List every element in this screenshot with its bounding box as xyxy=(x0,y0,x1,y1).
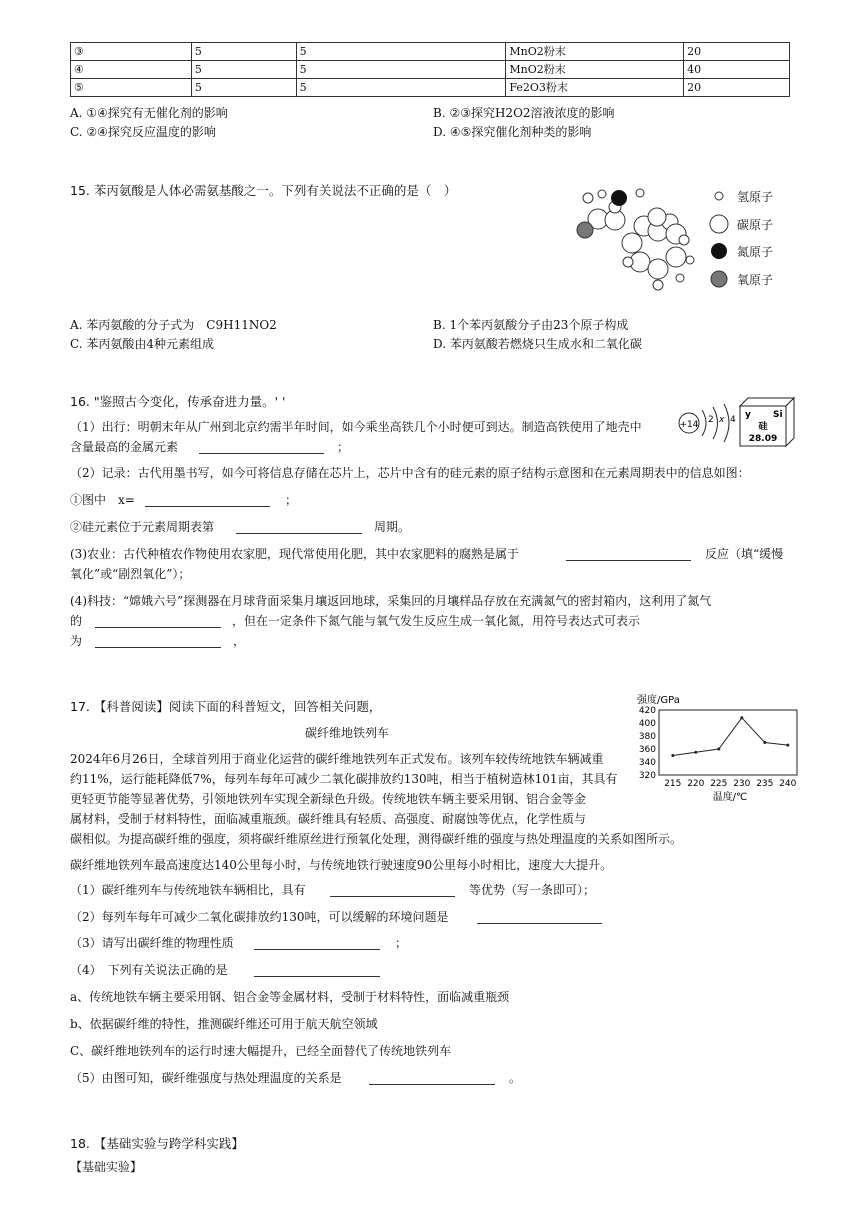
table-cell: 20 xyxy=(684,43,790,61)
table-cell: ④ xyxy=(71,61,192,79)
q17-answer-blank-3[interactable] xyxy=(254,948,380,950)
table-cell: 5 xyxy=(296,79,506,97)
chart-ytick-label: 380 xyxy=(638,732,656,742)
shell-1-count: 2 xyxy=(708,415,714,425)
q16-p1a: （1）出行：明朝末年从广州到北京约需半年时间，如今乘坐高铁几个小时便可到达。制造高铁使用了地壳中 xyxy=(70,420,642,434)
punct-comma: ， xyxy=(233,634,246,648)
q18-subtitle: 【基础实验】 xyxy=(70,1160,143,1174)
chart-data-point xyxy=(786,744,789,747)
q16-p4b: 的 xyxy=(70,614,83,628)
chart-xtick-label: 215 xyxy=(664,779,682,789)
q16-answer-blank-oxidation[interactable] xyxy=(566,559,691,561)
carbon-atom-icon xyxy=(710,215,728,233)
punct-semicolon: ； xyxy=(337,440,350,454)
q17-para2: 碳纤维地铁列车最高速度达140公里每小时，与传统地铁行驶速度90公里每小时相比，速度大大提升。 xyxy=(70,858,613,872)
table-row xyxy=(71,79,790,97)
q17-option-c[interactable]: C、碳纤维地铁列车的运行时速大幅提升，已经全面替代了传统地铁列车 xyxy=(70,1044,452,1058)
punct-semicolon: ； xyxy=(395,936,408,950)
q15-option-a[interactable]: A. 苯丙氨酸的分子式为 C9H11NO2 xyxy=(70,318,277,332)
q17-para1-line1: 2024年6月26日，全球首列用于商业化运营的碳纤维地铁列车正式发布。该列车较传统地铁车辆减重 xyxy=(70,752,604,766)
experiment-table xyxy=(70,42,790,97)
q17-q5b: 。 xyxy=(509,1071,522,1085)
q16-p4c: ，但在一定条件下氮气能与氧气发生反应生成一氧化氮，用符号表达式可表示 xyxy=(232,614,641,628)
q17-answer-blank-2[interactable] xyxy=(477,922,602,924)
table-cell: Fe2O3粉末 xyxy=(506,79,684,97)
chart-ytick-label: 340 xyxy=(638,758,656,768)
q14-option-b[interactable]: B. ②③探究H2O2溶液浓度的影响 xyxy=(433,106,615,120)
silicon-periodic-table-cell xyxy=(738,396,796,448)
table-cell: 5 xyxy=(191,61,296,79)
table-cell: ③ xyxy=(71,43,192,61)
q17-para1-line3: 更轻更节能等显著优势，引领地铁列车实现全新绿色升级。传统地铁车辆主要采用钢、铝合金等金 xyxy=(70,792,587,806)
q17-para1-line5: 碳相似。为提高碳纤维的强度，须将碳纤维原丝进行预氧化处理，测得碳纤维的强度与热处理温度的关系如图所示。 xyxy=(70,832,683,846)
q16-p3a: (3)农业：古代种植农作物使用农家肥，现代常使用化肥，其中农家肥料的腐熟是属于 xyxy=(70,547,520,561)
chart-ytick-label: 320 xyxy=(638,771,656,781)
legend-carbon: 碳原子 xyxy=(737,218,774,232)
q17-answer-blank-5[interactable] xyxy=(369,1083,495,1085)
element-symbol: Si xyxy=(773,410,783,420)
q17-title: 17. 【科普阅读】阅读下面的科普短文，回答相关问题， xyxy=(70,699,382,714)
q16-p2-2: ②硅元素位于元素周期表第 xyxy=(70,520,215,534)
q17-q1b: 等优势（写一条即可）； xyxy=(469,883,596,897)
q16-answer-blank-period[interactable] xyxy=(236,532,362,534)
q16-p4d: 为 xyxy=(70,634,83,648)
q14-option-d[interactable]: D. ④⑤探究催化剂种类的影响 xyxy=(433,125,592,139)
q16-p2: （2）记录：古代用墨书写，如今可将信息存储在芯片上，芯片中含有的硅元素的原子结构示意图和在元素周期表中的信息如图： xyxy=(70,466,750,480)
chart-frame xyxy=(659,710,797,775)
nitrogen-atom-icon xyxy=(711,243,727,259)
chart-xlabel: 温度/℃ xyxy=(712,792,748,803)
legend-oxygen: 氧原子 xyxy=(737,273,774,287)
chart-xtick-label: 220 xyxy=(687,779,705,789)
q17-para1-line2: 约11%，运行能耗降低7%，每列车每年可减少二氧化碳排放约130吨，相当于植树造林101亩，其具有 xyxy=(70,772,618,786)
nucleus-label: +14 xyxy=(679,420,699,430)
chart-data-point xyxy=(671,754,674,757)
atom-legend-icons xyxy=(705,187,735,291)
q14-option-c[interactable]: C. ②④探究反应温度的影响 xyxy=(70,125,216,139)
silicon-atom-structure-diagram xyxy=(675,402,745,444)
chart-xtick-label: 230 xyxy=(733,779,751,789)
q17-option-b[interactable]: b、依据碳纤维的特性，推测碳纤维还可用于航天航空领域 xyxy=(70,1017,378,1031)
q15-option-c[interactable]: C. 苯丙氨酸由4种元素组成 xyxy=(70,337,215,351)
q17-para1-line4: 属材料，受制于材料特性，面临减重瓶颈。碳纤维具有轻质、高强度、耐腐蚀等优点，化学性质与 xyxy=(70,812,587,826)
chart-data-point xyxy=(717,748,720,751)
strength-temperature-chart xyxy=(632,690,802,805)
shell-3-count: 4 xyxy=(730,415,736,425)
q14-option-a[interactable]: A. ①④探究有无催化剂的影响 xyxy=(70,106,228,120)
legend-hydrogen: 氢原子 xyxy=(737,190,774,204)
phenylalanine-molecule-diagram xyxy=(570,182,700,292)
chart-ytick-label: 420 xyxy=(638,706,656,716)
q17-answer-blank-1[interactable] xyxy=(330,895,455,897)
table-cell: 5 xyxy=(191,43,296,61)
table-cell: 40 xyxy=(684,61,790,79)
q16-answer-blank-1[interactable] xyxy=(199,452,324,454)
table-row xyxy=(71,61,790,79)
table-cell: 5 xyxy=(296,61,506,79)
element-number: y xyxy=(745,410,751,420)
q17-q5a: （5）由图可知，碳纤维强度与热处理温度的关系是 xyxy=(70,1071,342,1085)
q16-answer-blank-nitrogen-property[interactable] xyxy=(95,626,221,628)
q17-q4: （4） 下列有关说法正确的是 xyxy=(70,963,228,977)
chart-ytick-label: 400 xyxy=(638,719,656,729)
table-cell: 20 xyxy=(684,79,790,97)
chart-xtick-label: 235 xyxy=(756,779,774,789)
table-cell: ⑤ xyxy=(71,79,192,97)
q15-title: 15. 苯丙氨酸是人体必需氨基酸之一。下列有关说法不正确的是（ ） xyxy=(70,183,457,198)
chart-data-point xyxy=(694,751,697,754)
element-name: 硅 xyxy=(758,422,768,432)
q16-answer-blank-equation[interactable] xyxy=(95,646,221,648)
q17-option-a[interactable]: a、传统地铁车辆主要采用钢、铝合金等金属材料，受制于材料特性，面临减重瓶颈 xyxy=(70,990,510,1004)
q17-q3: （3）请写出碳纤维的物理性质 xyxy=(70,936,234,950)
q17-q2: （2）每列车每年可减少二氧化碳排放约130吨，可以缓解的环境问题是 xyxy=(70,910,449,924)
q18-title: 18. 【基础实验与跨学科实践】 xyxy=(70,1136,244,1151)
q17-article-title: 碳纤维地铁列车 xyxy=(305,726,390,740)
punct-semicolon: ； xyxy=(285,493,298,507)
chart-ylabel: 强度/GPa xyxy=(637,695,680,706)
table-cell: 5 xyxy=(296,43,506,61)
chart-series-line xyxy=(673,718,788,756)
chart-ytick-label: 360 xyxy=(638,745,656,755)
q15-option-d[interactable]: D. 苯丙氨酸若燃烧只生成水和二氧化碳 xyxy=(433,337,642,351)
table-cell: MnO2粉末 xyxy=(506,61,684,79)
table-row xyxy=(71,43,790,61)
hydrogen-atom-icon xyxy=(715,192,723,200)
q16-title: 16. "鉴照古今变化，传承奋进力量。' ' xyxy=(70,394,286,409)
shell-2-count: x xyxy=(719,415,725,425)
q17-answer-blank-4[interactable] xyxy=(254,975,380,977)
chart-data-point xyxy=(740,716,743,719)
q16-answer-blank-x[interactable] xyxy=(145,505,270,507)
element-mass: 28.09 xyxy=(748,434,778,444)
q16-p1b: 含量最高的金属元素 xyxy=(70,440,179,454)
oxygen-atom-icon xyxy=(711,271,727,287)
q16-p3b: 反应（填“缓慢 xyxy=(705,547,784,561)
table-cell: 5 xyxy=(191,79,296,97)
chart-data-point xyxy=(763,741,766,744)
chart-xtick-label: 240 xyxy=(779,779,797,789)
q16-p2-1: ①图中 x= xyxy=(70,493,135,507)
legend-nitrogen: 氮原子 xyxy=(737,245,774,259)
table-cell: MnO2粉末 xyxy=(506,43,684,61)
q17-q1a: （1）碳纤维列车与传统地铁车辆相比，具有 xyxy=(70,883,306,897)
q15-option-b[interactable]: B. 1个苯丙氨酸分子由23个原子构成 xyxy=(433,318,629,332)
q16-p2-2b: 周期。 xyxy=(374,520,411,534)
q16-p3c: 氧化”或“剧烈氧化”）； xyxy=(70,567,191,581)
chart-xtick-label: 225 xyxy=(710,779,728,789)
q16-p4a: (4)科技：“嫦娥六号”探测器在月球背面采集月壤返回地球，采集回的月壤样品存放在充满氮气的密封箱内，这利用了氮气 xyxy=(70,594,712,608)
